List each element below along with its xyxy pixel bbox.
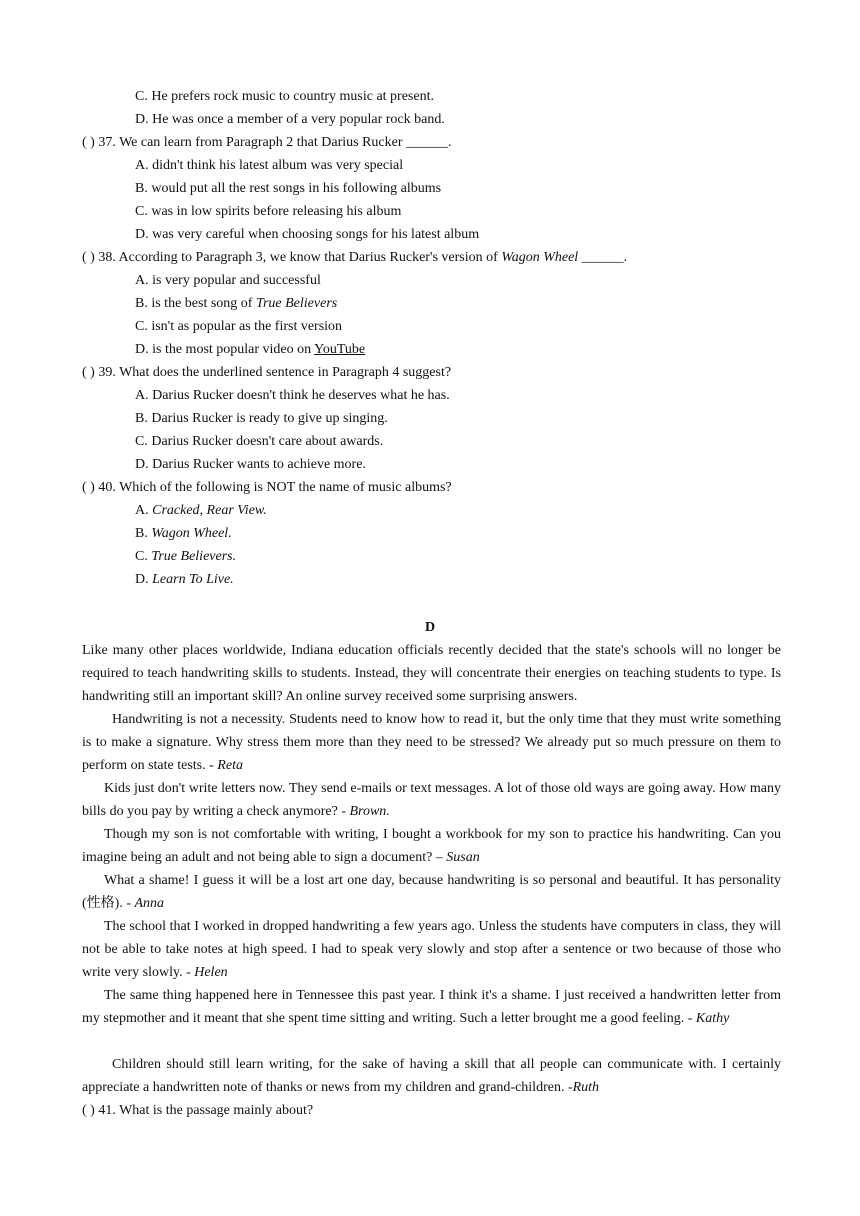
section-heading: D xyxy=(424,620,436,635)
comment-ruth xyxy=(82,1053,781,1099)
comment-susan xyxy=(82,823,781,869)
q40-option-d-label: D. xyxy=(135,572,153,587)
comment-author: Helen xyxy=(194,965,228,980)
q38-stem xyxy=(82,246,627,269)
comment-text: Handwriting is not a necessity. Students need to know how to read it, but the only time that they must write something is to make a signature. Why stress them more than they need to be stressed? We already put so much pressure on them to perform on state tests. - xyxy=(82,712,781,773)
q40-option-a xyxy=(135,499,267,522)
q40-stem: ( ) 40. Which of the following is NOT the name of music albums? xyxy=(82,480,452,495)
comment-text: Though my son is not comfortable with writing, I bought a workbook for my son to practice his handwriting. Can you imagine being an adult and not being able to sign a document? – xyxy=(82,827,781,865)
comment-brown xyxy=(82,777,781,823)
q40-option-b xyxy=(135,522,232,545)
q40-option-a-label: A. xyxy=(135,503,153,518)
q37-stem: ( ) 37. We can learn from Paragraph 2 that Darius Rucker ______. xyxy=(82,135,452,150)
q40-option-d xyxy=(135,568,234,591)
comment-kathy xyxy=(82,984,781,1030)
comment-author: Kathy xyxy=(695,1011,730,1026)
comment-anna xyxy=(82,869,781,915)
comment-author: Reta xyxy=(217,758,243,773)
youtube-link: YouTube xyxy=(314,342,366,357)
q38-option-b xyxy=(135,292,337,315)
comment-helen xyxy=(82,915,781,984)
comment-author: Susan xyxy=(446,850,480,865)
q37-option-b: B. would put all the rest songs in his following albums xyxy=(135,181,442,196)
q40-option-b-label: B. xyxy=(135,526,152,541)
comment-author: Ruth xyxy=(572,1080,600,1095)
q39-stem: ( ) 39. What does the underlined sentence in Paragraph 4 suggest? xyxy=(82,365,452,380)
comment-reta xyxy=(82,708,781,777)
q38-option-d xyxy=(135,338,365,361)
q37-option-d: D. was very careful when choosing songs for his latest album xyxy=(135,227,480,242)
comment-text: The same thing happened here in Tennessee this past year. I think it's a shame. I just received a handwritten letter from my stepmother and it meant that she spent time sitting and writing. Such a letter brought me a good feeling. - xyxy=(82,988,781,1026)
q36-option-c: C. He prefers rock music to country music at present. xyxy=(135,89,434,104)
q38-stem-blank: ______. xyxy=(578,250,628,265)
passage-intro: Like many other places worldwide, Indiana education officials recently decided that the state's schools will no longer be required to teach handwriting skills to students. Instead, they will concentrate their energies on teaching students to type. Is handwriting still an important skill? An online survey received some surprising answers. xyxy=(82,643,781,704)
q39-option-a: A. Darius Rucker doesn't think he deserves what he has. xyxy=(135,388,450,403)
q41-stem: ( ) 41. What is the passage mainly about? xyxy=(82,1103,314,1118)
q39-option-d: D. Darius Rucker wants to achieve more. xyxy=(135,457,366,472)
comment-text: Kids just don't write letters now. They send e-mails or text messages. A lot of those old ways are going away. How many bills do you pay by writing a check anymore? - xyxy=(82,781,781,819)
comment-author: Anna xyxy=(134,896,165,911)
q40-option-a-title: Cracked, Rear View. xyxy=(152,503,267,518)
q36-option-d: D. He was once a member of a very popular rock band. xyxy=(135,112,445,127)
q38-option-b-title: True Believers xyxy=(255,296,338,311)
q40-option-c xyxy=(135,545,236,568)
q38-option-c: C. isn't as popular as the first version xyxy=(135,319,343,334)
q38-option-b-text: B. is the best song of xyxy=(135,296,256,311)
comment-author: Brown. xyxy=(349,804,390,819)
q37-option-c: C. was in low spirits before releasing his album xyxy=(135,204,402,219)
comment-text: What a shame! I guess it will be a lost art one day, because handwriting is so personal and beautiful. It has personality (性格). - xyxy=(82,873,781,911)
q39-option-c: C. Darius Rucker doesn't care about awards. xyxy=(135,434,384,449)
q40-option-d-title: Learn To Live. xyxy=(152,572,234,587)
q40-option-c-title: True Believers. xyxy=(151,549,237,564)
q38-option-d-text: D. is the most popular video on xyxy=(135,342,315,357)
q38-stem-title: Wagon Wheel xyxy=(501,250,579,265)
q40-option-c-label: C. xyxy=(135,549,152,564)
q38-option-a: A. is very popular and successful xyxy=(135,273,321,288)
q37-option-a: A. didn't think his latest album was very special xyxy=(135,158,404,173)
comment-text: Children should still learn writing, for the sake of having a skill that all people can communicate with. I certainly appreciate a handwritten note of thanks or news from my children and grand-children. - xyxy=(82,1057,781,1095)
comment-text: The school that I worked in dropped handwriting a few years ago. Unless the students have computers in class, they will not be able to take notes at high speed. I had to speak very slowly and stop after a sentence or two because of those who write very slowly. - xyxy=(82,919,781,980)
q39-option-b: B. Darius Rucker is ready to give up singing. xyxy=(135,411,388,426)
q40-option-b-title: Wagon Wheel. xyxy=(151,526,232,541)
q38-stem-text: ( ) 38. According to Paragraph 3, we know that Darius Rucker's version of xyxy=(82,250,502,265)
